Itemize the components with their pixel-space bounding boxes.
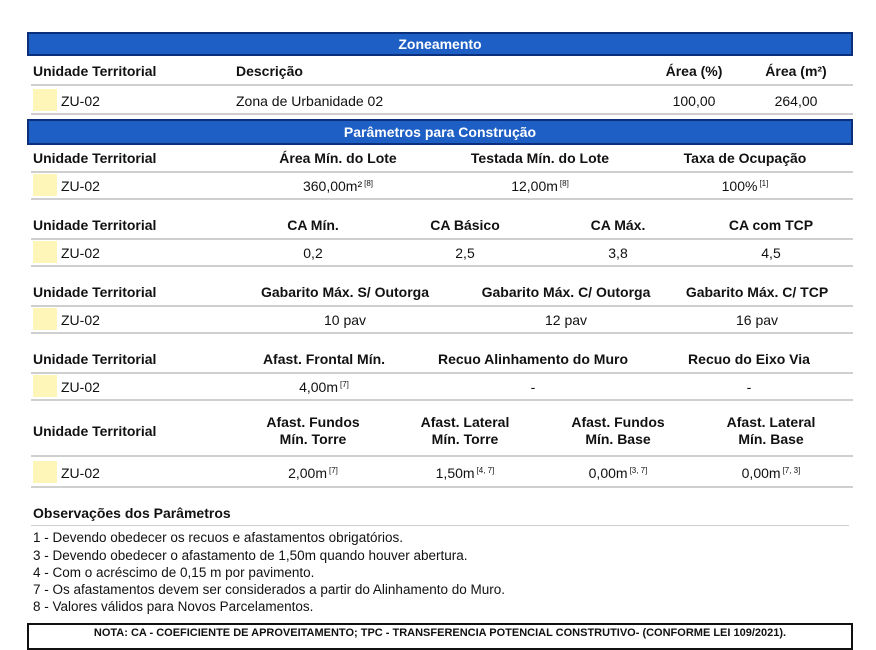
col-area-pct: Área (%)	[665, 63, 723, 79]
divider	[31, 198, 853, 200]
row-area-pct: 100,00	[672, 93, 716, 109]
gabarito-column-headers	[31, 284, 853, 304]
zone-color-swatch	[33, 308, 57, 330]
value: 1,50m	[435, 465, 475, 481]
row-area-m2: 264,00	[774, 93, 818, 109]
row-afast-fundos-torre	[288, 465, 338, 481]
afastamento-torre-base-row	[31, 461, 853, 485]
divider	[31, 332, 853, 334]
header-line-2: Mín. Base	[738, 431, 804, 447]
row-recuo-muro: -	[530, 379, 536, 395]
header-line-1: Afast. Lateral	[420, 414, 510, 430]
value: 0,00m	[741, 465, 781, 481]
col-area-m2: Área (m²)	[765, 63, 827, 79]
zone-color-swatch	[33, 89, 57, 111]
col-unidade-territorial: Unidade Territorial	[33, 63, 157, 79]
col-afast-lateral-torre	[421, 414, 510, 448]
divider	[31, 525, 849, 526]
ref-note: [1]	[759, 179, 769, 188]
zoneamento-column-headers	[31, 63, 853, 83]
col-ca-max: CA Máx.	[590, 217, 646, 233]
col-afast-lateral-base	[727, 414, 816, 448]
header-line-1: Afast. Fundos	[571, 414, 665, 430]
col-gabarito-c-outorga: Gabarito Máx. C/ Outorga	[481, 284, 651, 300]
col-unidade-territorial: Unidade Territorial	[33, 423, 157, 439]
row-ca-max: 3,8	[608, 245, 628, 261]
observacao-item: 1 - Devendo obedecer os recuos e afastamentos obrigatórios.	[33, 530, 403, 545]
col-afast-fundos-torre	[266, 414, 359, 448]
divider	[31, 84, 853, 86]
header-line-2: Mín. Torre	[279, 431, 347, 447]
col-recuo-muro: Recuo Alinhamento do Muro	[437, 351, 629, 367]
afastamento-row	[31, 375, 853, 399]
row-ca-basico: 2,5	[455, 245, 475, 261]
col-ca-tcp: CA com TCP	[728, 217, 814, 233]
row-unidade: ZU-02	[61, 312, 100, 328]
ca-column-headers	[31, 217, 853, 237]
divider	[31, 399, 853, 401]
lote-row	[31, 174, 853, 198]
afastamento-torre-base-headers	[31, 414, 853, 450]
testada-value: 12,00m	[511, 178, 558, 194]
col-ca-min: CA Mín.	[287, 217, 339, 233]
ca-row	[31, 241, 853, 265]
divider	[31, 372, 853, 374]
col-unidade-territorial: Unidade Territorial	[33, 150, 157, 166]
zoneamento-row	[31, 89, 853, 113]
parametros-header-bar	[27, 119, 853, 145]
zone-color-swatch	[33, 375, 57, 397]
col-gabarito-s-outorga: Gabarito Máx. S/ Outorga	[260, 284, 430, 300]
col-testada-min-lote: Testada Mín. do Lote	[470, 150, 610, 166]
nota-text: NOTA: CA - COEFICIENTE DE APROVEITAMENTO; TPC - TRANSFERENCIA POTENCIAL CONSTRUTIVO- (CONFORME LEI 109/2021).	[93, 627, 787, 639]
divider	[31, 238, 853, 240]
divider	[31, 265, 853, 267]
divider	[31, 486, 853, 488]
zoneamento-title: Zoneamento	[398, 36, 482, 52]
divider	[31, 305, 853, 307]
row-unidade: ZU-02	[61, 93, 100, 109]
lote-column-headers	[31, 150, 853, 170]
parametros-title: Parâmetros para Construção	[343, 124, 537, 140]
row-afast-lateral-base	[742, 465, 801, 481]
row-unidade: ZU-02	[61, 245, 100, 261]
col-recuo-eixo: Recuo do Eixo Via	[688, 351, 810, 367]
header-line-1: Afast. Fundos	[266, 414, 360, 430]
header-line-2: Mín. Base	[585, 431, 651, 447]
row-afast-lateral-torre	[436, 465, 495, 481]
col-unidade-territorial: Unidade Territorial	[33, 351, 157, 367]
taxa-value: 100%	[721, 178, 758, 194]
row-taxa-ocupacao	[722, 178, 769, 194]
zoneamento-header-bar	[27, 32, 853, 56]
col-unidade-territorial: Unidade Territorial	[33, 284, 157, 300]
observacoes-title: Observações dos Parâmetros	[33, 505, 231, 521]
row-gabarito-s-outorga: 10 pav	[323, 312, 367, 328]
observacao-item: 3 - Devendo obedecer o afastamento de 1,50m quando houver abertura.	[33, 548, 468, 563]
row-ca-tcp: 4,5	[761, 245, 781, 261]
afast-frontal-value: 4,00m	[299, 379, 339, 395]
observacao-item: 4 - Com o acréscimo de 0,15 m por pavimento.	[33, 565, 315, 580]
row-unidade: ZU-02	[61, 178, 100, 194]
ref-note: [8]	[364, 179, 374, 188]
value: 2,00m	[288, 465, 328, 481]
col-descricao: Descrição	[236, 63, 303, 79]
row-area-min-lote	[303, 178, 373, 194]
zone-color-swatch	[33, 461, 57, 483]
col-taxa-ocupacao: Taxa de Ocupação	[683, 150, 807, 166]
row-recuo-eixo: -	[746, 379, 752, 395]
col-afast-frontal: Afast. Frontal Mín.	[262, 351, 386, 367]
col-ca-basico: CA Básico	[430, 217, 500, 233]
ref-note: [7]	[340, 380, 349, 389]
header-line-2: Mín. Torre	[431, 431, 499, 447]
col-gabarito-c-tcp: Gabarito Máx. C/ TCP	[685, 284, 829, 300]
header-line-1: Afast. Lateral	[726, 414, 816, 430]
divider	[31, 113, 853, 115]
row-gabarito-c-outorga: 12 pav	[544, 312, 588, 328]
ref-note: [8]	[559, 179, 569, 188]
ref-note: [7]	[329, 466, 338, 475]
row-unidade: ZU-02	[61, 379, 100, 395]
nota-box	[27, 623, 853, 650]
zone-color-swatch	[33, 241, 57, 263]
col-afast-fundos-base	[571, 414, 664, 448]
value: 0,00m	[588, 465, 628, 481]
col-unidade-territorial: Unidade Territorial	[33, 217, 157, 233]
observacao-item: 8 - Valores válidos para Novos Parcelamentos.	[33, 599, 314, 614]
zone-color-swatch	[33, 174, 57, 196]
row-unidade: ZU-02	[61, 465, 100, 481]
divider	[31, 171, 853, 173]
area-min-value: 360,00m²	[302, 178, 363, 194]
row-testada-min-lote	[511, 178, 569, 194]
observacao-item: 7 - Os afastamentos devem ser considerados a partir do Alinhamento do Muro.	[33, 582, 505, 597]
col-area-min-lote: Área Mín. do Lote	[279, 150, 397, 166]
row-gabarito-c-tcp: 16 pav	[735, 312, 779, 328]
row-descricao: Zona de Urbanidade 02	[236, 93, 384, 109]
ref-note: [4, 7]	[476, 466, 495, 475]
gabarito-row	[31, 308, 853, 332]
row-afast-fundos-base	[589, 465, 648, 481]
row-afast-frontal	[299, 379, 349, 395]
ref-note: [3, 7]	[629, 466, 648, 475]
ref-note: [7, 3]	[782, 466, 801, 475]
row-ca-min: 0,2	[303, 245, 323, 261]
afastamento-column-headers	[31, 351, 853, 371]
divider	[31, 455, 853, 457]
